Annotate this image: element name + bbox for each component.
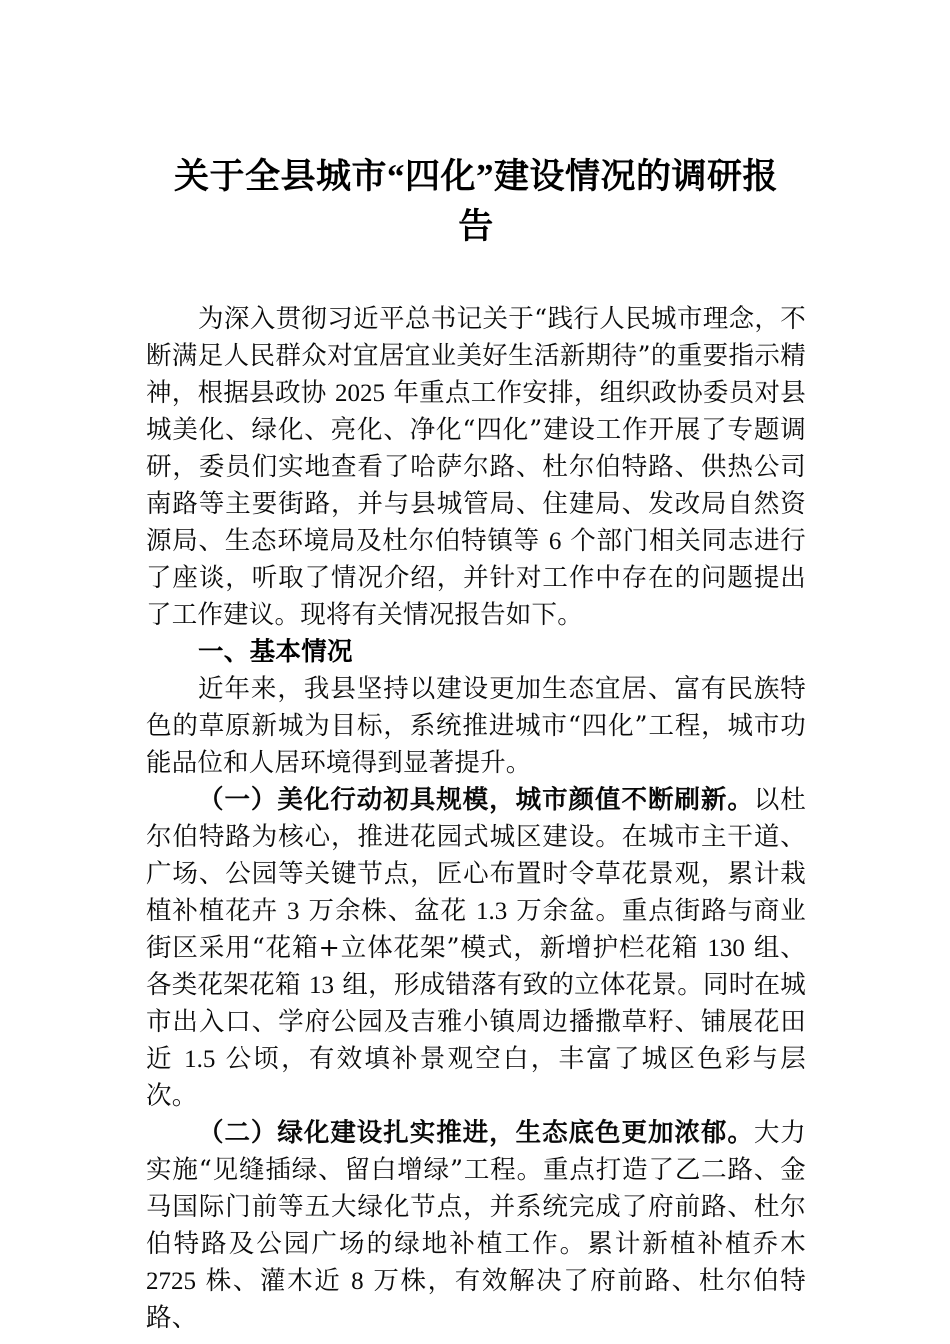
subsection-one-lead: （一）美化行动初具规模，城市颜值不断刷新。: [198, 785, 754, 815]
inline-number: 2025: [334, 380, 385, 407]
inline-number: 1.3: [476, 898, 508, 925]
inline-number: 13: [308, 972, 334, 999]
subsection-two-body: 大力实施“见缝插绿、留白增绿”工程。重点打造了乙二路、金马国际门前等五大绿化节点，并系统完成了府前路、杜尔伯特路及公园广场的绿地补植工作。累计新植补植乔木 2725 株、灌木近 8 万株，有效解决了府前路、杜尔伯特路、: [146, 1118, 806, 1333]
inline-number: 2725: [146, 1268, 196, 1295]
subsection-two-lead: （二）绿化建设扎实推进，生态底色更加浓郁。: [198, 1118, 754, 1148]
paragraph-intro: 为深入贯彻习近平总书记关于“践行人民城市理念，不断满足人民群众对宜居宜业美好生活新期待”的重要指示精神，根据县政协 2025 年重点工作安排，组织政协委员对县城美化、绿化、亮化、净化“四化”建设工作开展了专题调研，委员们实地查看了哈萨尔路、杜尔伯特路、供热公司南路等主要街路，并与县城管局、住建局、发改局自然资源局、生态环境局及杜尔伯特镇等 6 个部门相关同志进行了座谈，听取了情况介绍，并针对工作中存在的问题提出了工作建议。现将有关情况报告如下。: [146, 304, 807, 630]
section-heading-basic-situation: 一、基本情况: [198, 638, 353, 666]
inline-number: 3: [287, 898, 300, 925]
page-title: [146, 0, 806, 252]
inline-number: 6: [548, 528, 562, 555]
paragraph-subsection-one: [146, 782, 806, 1115]
inline-number: 130: [707, 935, 745, 962]
document-content: [146, 0, 806, 1337]
page-title-line-1: 关于全县城市“四化”建设情况的调研报: [173, 157, 778, 196]
inline-number: 1.5: [184, 1046, 216, 1073]
paragraph-subsection-two: [146, 1115, 806, 1337]
page-title-line-2: 告: [458, 207, 494, 246]
subsection-one-body: 以杜尔伯特路为核心，推进花园式城区建设。在城市主干道、广场、公园等关键节点，匠心布置时令草花景观，累计栽植补植花卉 3 万余株、盆花 1.3 万余盆。重点街路与商业街区采用“花箱+立体花架”模式，新增护栏花箱 130 组、各类花架花箱 13 组，形成错落有致的立体花景。同时在城市出入口、学府公园及吉雅小镇周边播撒草籽、铺展花田近 1.5 公顷，有效填补景观空白，丰富了城区色彩与层次。: [146, 785, 807, 1111]
inline-number: 8: [351, 1268, 364, 1295]
paragraph-basic-situation: 近年来，我县坚持以建设更加生态宜居、富有民族特色的草原新城为目标，系统推进城市“四化”工程，城市功能品位和人居环境得到显著提升。: [146, 674, 806, 778]
